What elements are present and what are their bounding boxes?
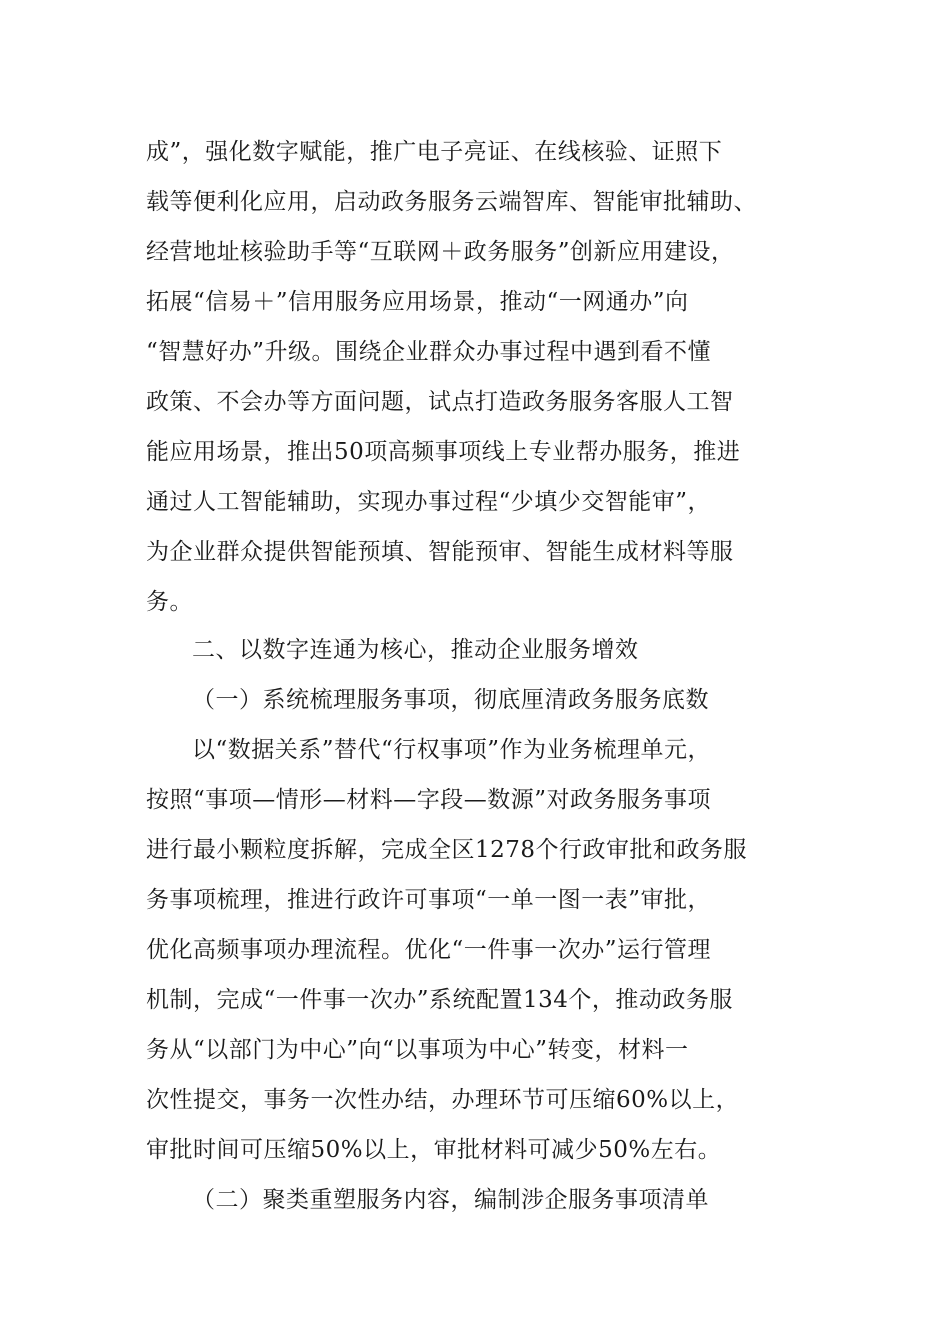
line-text: 为企业群众提供智能预填、智能预审、智能生成材料等服	[146, 539, 734, 565]
text-line	[0, 730, 950, 770]
line-text: 政策、不会办等方面问题，试点打造政务服务客服人工智	[146, 389, 734, 415]
line-text: 经营地址核验助手等“互联网＋政务服务”创新应用建设，	[146, 239, 735, 265]
line-text: 务从“以部门为中心”向“以事项为中心”转变，材料一	[146, 1037, 689, 1063]
line-text: “智慧好办”升级。围绕企业群众办事过程中遇到看不懂	[146, 339, 712, 365]
text-line	[0, 1030, 950, 1070]
text-line	[0, 1130, 950, 1170]
section-heading-text: 二、以数字连通为核心，推动企业服务增效	[192, 637, 639, 663]
text-line	[0, 282, 950, 322]
subsection-heading	[0, 680, 950, 720]
line-text: 优化高频事项办理流程。优化“一件事一次办”运行管理	[146, 937, 712, 963]
subsection-heading	[0, 1180, 950, 1220]
text-line	[0, 332, 950, 372]
text-line	[0, 1080, 950, 1120]
subsection-heading-text: （一）系统梳理服务事项，彻底厘清政务服务底数	[192, 687, 709, 713]
line-text: 机制，完成“一件事一次办”系统配置134个，推动政务服	[146, 987, 733, 1013]
line-text: 成”，强化数字赋能，推广电子亮证、在线核验、证照下	[146, 139, 723, 165]
line-text: 进行最小颗粒度拆解，完成全区1278个行政审批和政务服	[146, 837, 748, 863]
text-line	[0, 980, 950, 1020]
line-text: 审批时间可压缩50%以上，审批材料可减少50%左右。	[146, 1137, 722, 1163]
text-line	[0, 382, 950, 422]
line-text: 务事项梳理，推进行政许可事项“一单一图一表”审批，	[146, 887, 712, 913]
line-text: 次性提交，事务一次性办结，办理环节可压缩60%以上，	[146, 1087, 740, 1113]
text-line	[0, 432, 950, 472]
text-line	[0, 232, 950, 272]
text-line	[0, 880, 950, 920]
text-line	[0, 532, 950, 572]
line-text: 以“数据关系”替代“行权事项”作为业务梳理单元，	[192, 737, 712, 763]
text-line	[0, 930, 950, 970]
text-line	[0, 182, 950, 222]
line-text: 载等便利化应用，启动政务服务云端智库、智能审批辅助、	[146, 189, 757, 215]
text-line	[0, 830, 950, 870]
text-line	[0, 482, 950, 522]
line-text: 拓展“信易＋”信用服务应用场景，推动“一网通办”向	[146, 289, 689, 315]
text-line	[0, 132, 950, 172]
line-text: 务。	[146, 589, 193, 615]
line-text: 能应用场景，推出50项高频事项线上专业帮办服务，推进	[146, 439, 741, 465]
text-line	[0, 780, 950, 820]
section-heading	[0, 630, 950, 670]
line-text: 按照“事项—情形—材料—字段—数源”对政务服务事项	[146, 787, 712, 813]
subsection-heading-text: （二）聚类重塑服务内容，编制涉企服务事项清单	[192, 1187, 709, 1213]
line-text: 通过人工智能辅助，实现办事过程“少填少交智能审”，	[146, 489, 712, 515]
text-line	[0, 582, 950, 622]
